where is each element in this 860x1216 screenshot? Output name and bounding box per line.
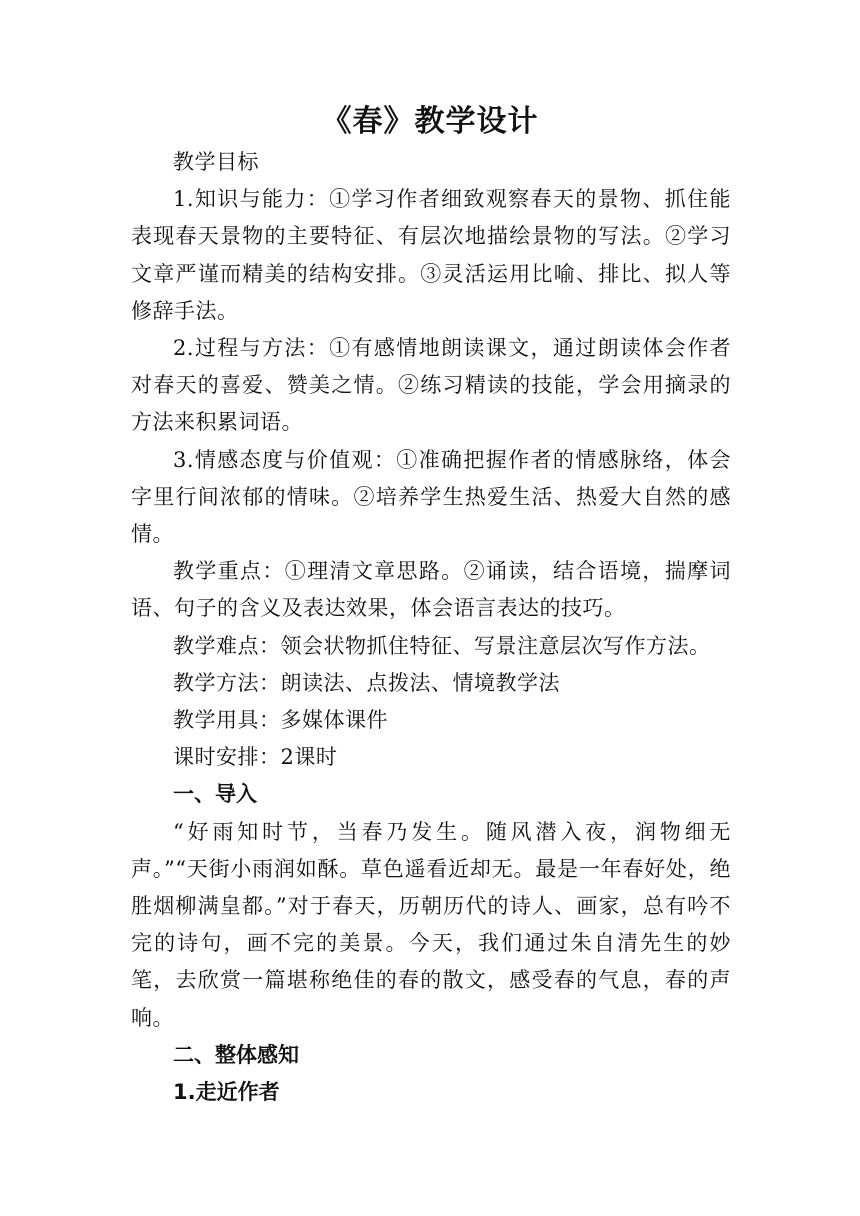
objective-knowledge: 1.知识与能力：①学习作者细致观察春天的景物、抓住能表现春天景物的主要特征、有层次地描绘景物的写法。②学习文章严谨而精美的结构安排。③灵活运用比喻、排比、拟人等修辞手法。: [131, 187, 731, 323]
teaching-difficulties: 教学难点：领会状物抓住特征、写景注意层次写作方法。: [173, 633, 711, 658]
objective-process: 2.过程与方法：①有感情地朗读课文，通过朗读体会作者对春天的喜爱、赞美之情。②练习精读的技能，学会用摘录的方法来积累词语。: [131, 336, 731, 435]
subheading-approach-author: 1.走近作者: [173, 1080, 280, 1105]
introduction-paragraph: “好雨知时节，当春乃发生。随风潜入夜，润物细无声。”“天街小雨润如酥。草色遥看近却无。最是一年春好处，绝胜烟柳满皇都。”对于春天，历朝历代的诗人、画家，总有吟不完的诗句，画不完的美景。今天，我们通过朱自清先生的妙笔，去欣赏一篇堪称绝佳的春的散文，感受春的气息，春的声响。: [131, 819, 731, 1030]
document-body: [131, 144, 731, 1111]
teaching-methods: 教学方法：朗读法、点拨法、情境教学法: [173, 670, 560, 695]
section-heading-introduction: 一、导入: [173, 782, 257, 807]
objective-emotion: 3.情感态度与价值观：①准确把握作者的情感脉络，体会字里行间浓郁的情味。②培养学生热爱生活、热爱大自然的感情。: [131, 447, 731, 547]
section-heading-overall-perception: 二、整体感知: [173, 1042, 299, 1067]
document-title: 《春》教学设计: [321, 104, 539, 139]
teaching-key-points: 教学重点：①理清文章思路。②诵读，结合语境，揣摩词语、句子的含义及表达效果，体会语言表达的技巧。: [131, 559, 731, 621]
class-hours: 课时安排：2课时: [173, 745, 338, 770]
section-label-objectives: 教学目标: [173, 150, 259, 174]
teaching-tools: 教学用具：多媒体课件: [173, 708, 388, 733]
